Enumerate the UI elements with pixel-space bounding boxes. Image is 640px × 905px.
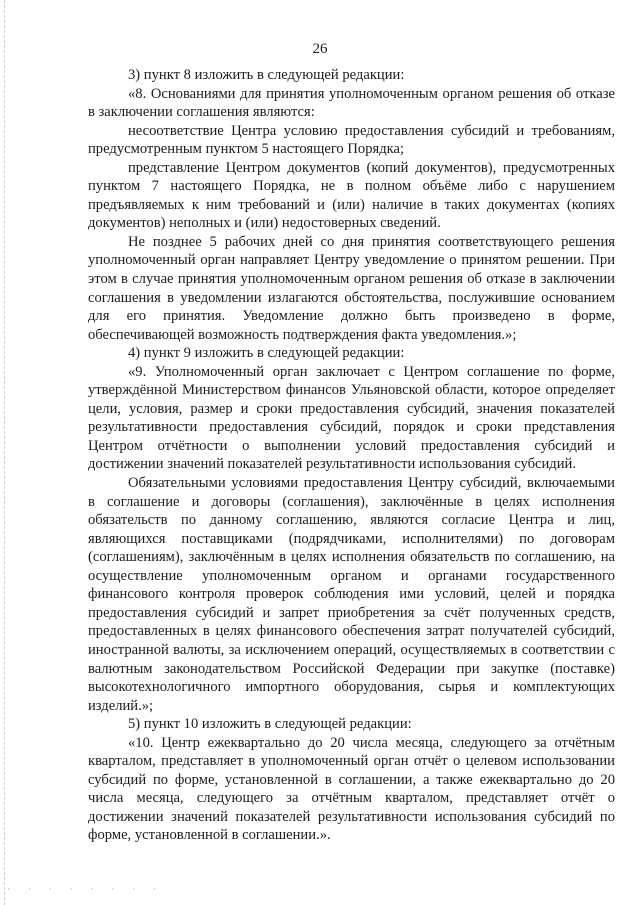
paragraph-clause-10: «10. Центр ежеквартально до 20 числа месяца, следующего за отчётным кварталом, представляет в уполномоченный орган отчёт о целевом использовании субсидий по форме, установленной в соглашении, а также ежеквартально до 20 числа месяца, следующего за отчётным кварталом, представляет отчёт о достижении значений показателей результативности использования субсидий по форме, установленной в соглашении.».	[88, 734, 615, 844]
paragraph-clause-8-item-2: представление Центром документов (копий документов), предусмотренных пунктом 7 настоящего Порядка, не в полном объёме либо с нарушением предъявляемых к ним требований и (или) наличие в таких документах (копиях документов) неполных и (или) недостоверных сведений.	[88, 159, 615, 232]
paragraph-clause-8-notice: Не позднее 5 рабочих дней со дня принятия соответствующего решения уполномоченный орган направляет Центру уведомление о принятом решении. При этом в случае принятия уполномоченным органом решения об отказе в заключении соглашения в уведомлении излагаются обстоятельства, послужившие основанием для его принятия. Уведомление должно быть произведено в форме, обеспечивающей возможность подтверждения факта уведомления.»;	[88, 233, 615, 343]
scan-bottom-marks: · · · · · · · ·	[6, 885, 163, 895]
page-number: 26	[312, 41, 328, 57]
paragraph-amendment-4: 4) пункт 9 изложить в следующей редакции:	[128, 345, 405, 362]
paragraph-amendment-3: 3) пункт 8 изложить в следующей редакции:	[128, 67, 405, 83]
document-body	[88, 66, 615, 845]
paragraph-clause-8: «8. Основаниями для принятия уполномоченным органом решения об отказе в заключении соглашения являются:	[88, 85, 615, 121]
paragraph-clause-8-item-1: несоответствие Центра условию предоставления субсидий и требованиям, предусмотренным пунктом 5 настоящего Порядка;	[88, 122, 615, 158]
paragraph-clause-9: «9. Уполномоченный орган заключает с Центром соглашение по форме, утверждённой Министерством финансов Ульяновской области, которое определяет цели, условия, размер и сроки предоставления субсидий, значения показателей результативности предоставления субсидий, порядок и сроки представления Центром отчётности о выполнении условий предоставления субсидий и достижении значений показателей результативности использования субсидий.	[88, 363, 615, 473]
scan-edge-line	[4, 0, 5, 905]
paragraph-clause-9-conditions: Обязательными условиями предоставления Центру субсидий, включаемыми в соглашение и договоры (соглашения), заключённые в целях исполнения обязательств по данному соглашению, являются согласие Центра и лиц, являющихся поставщиками (подрядчиками, исполнителями) по договорам (соглашениям), заключённым в целях исполнения обязательств по соглашению, на осуществление уполномоченным органом и органами государственного финансового контроля проверок соблюдения ими условий, целей и порядка предоставления субсидий и запрет приобретения за счёт полученных средств, предоставленных в целях финансового обеспечения затрат получателей субсидий, иностранной валюты, за исключением операций, осуществляемых в соответствии с валютным законодательством Российской Федерации при закупке (поставке) высокотехнологичного импортного оборудования, сырья и комплектующих изделий.»;	[88, 475, 615, 714]
paragraph-amendment-5: 5) пункт 10 изложить в следующей редакции:	[128, 716, 412, 733]
